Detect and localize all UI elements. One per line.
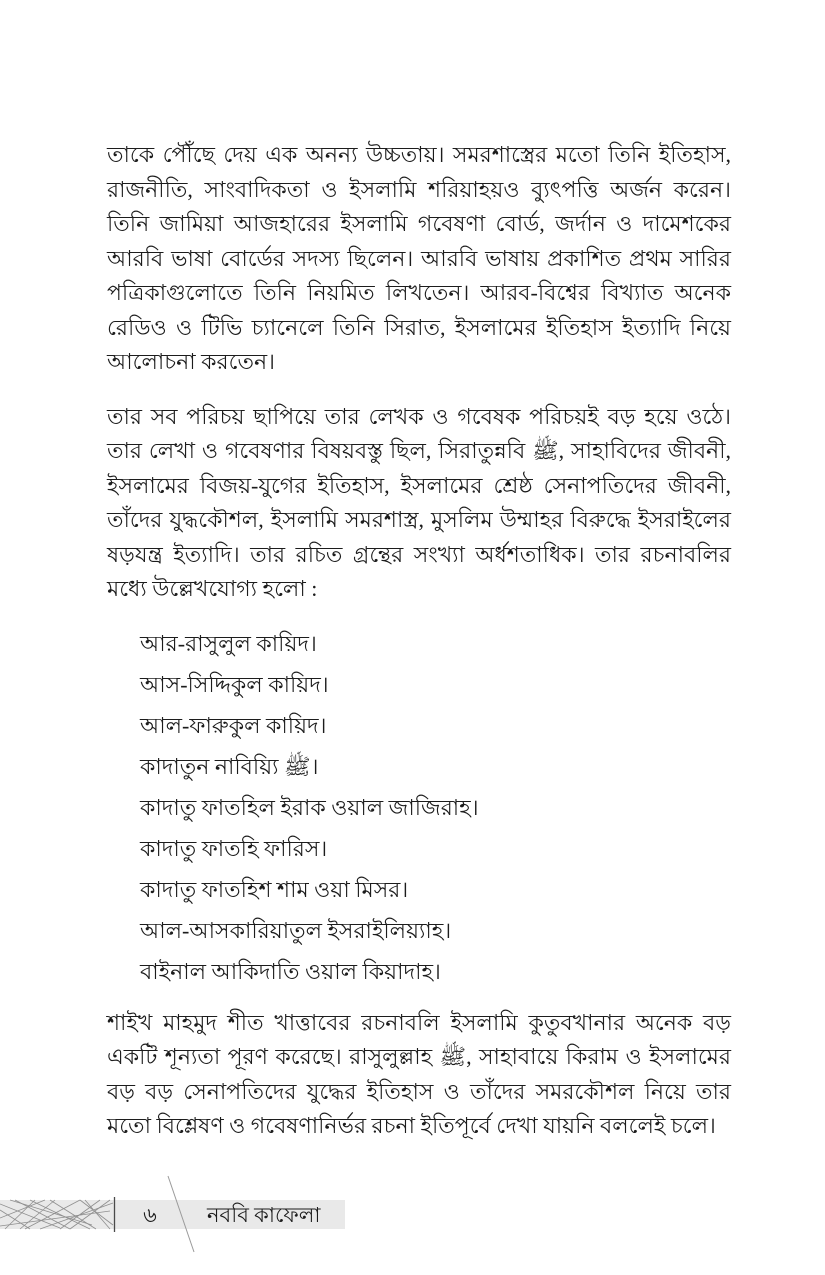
list-item: কাদাতু ফাতহি ফারিস। <box>140 835 328 861</box>
page-number: ৬ <box>143 1203 157 1227</box>
list-item: আর-রাসুলুল কায়িদ। <box>140 630 317 656</box>
book-title: নববি কাফেলা <box>207 1203 321 1227</box>
list-item: আল-আসকারিয়াতুল ইসরাইলিয়্যাহ। <box>140 917 452 943</box>
paragraph-3: শাইখ মাহমুদ শীত খাত্তাবের রচনাবলি ইসলামি কুতুবখানার অনেক বড় একটি শূন্যতা পূরণ করেছে। রাসুলুল্লাহ ﷺ, সাহাবায়ে কিরাম ও ইসলামের বড় বড় সেনাপতিদের যুদ্ধের ইতিহাস ও তাঁদের সমরকৌশল নিয়ে তার মতো বিশ্লেষণ ও গবেষণানির্ভর রচনা ইতিপূর্বে দেখা যায়নি বললেই চলে। <box>107 1009 731 1138</box>
list-item: কাদাতু ফাতহিল ইরাক ওয়াল জাজিরাহ। <box>140 794 479 820</box>
book-title-list <box>107 631 731 984</box>
list-item: আল-ফারুকুল কায়িদ। <box>140 712 327 738</box>
list-item: কাদাতু ফাতহিশ শাম ওয়া মিসর। <box>140 876 409 902</box>
list-item: বাইনাল আকিদাতি ওয়াল কিয়াদাহ। <box>140 958 441 984</box>
paragraph-2: তার সব পরিচয় ছাপিয়ে তার লেখক ও গবেষক পরিচয়ই বড় হয়ে ওঠে। তার লেখা ও গবেষণার বিষয়বস্তু ছিল, সিরাতুন্নবি ﷺ, সাহাবিদের জীবনী, ইসলামের বিজয়-যুগের ইতিহাস, ইসলামের শ্রেষ্ঠ সেনাপতিদের জীবনী, তাঁদের যুদ্ধকৌশল, ইসলামি সমরশাস্ত্র, মুসলিম উম্মাহর বিরুদ্ধে ইসরাইলের ষড়যন্ত্র ইত্যাদি। তার রচিত গ্রন্থের সংখ্যা অর্ধশতাধিক। তার রচনাবলির মধ্যে উল্লেখযোগ্য হলো : <box>107 403 731 601</box>
list-item: আস-সিদ্দিকুল কায়িদ। <box>140 671 329 697</box>
paragraph-1: তাকে পৌঁছে দেয় এক অনন্য উচ্চতায়। সমরশাস্ত্রের মতো তিনি ইতিহাস, রাজনীতি, সাংবাদিকতা ও ইসলামি শরিয়াহয়ও ব্যুৎপত্তি অর্জন করেন। তিনি জামিয়া আজহারের ইসলামি গবেষণা বোর্ড, জর্দান ও দামেশকের আরবি ভাষা বোর্ডের সদস্য ছিলেন। আরবি ভাষায় প্রকাশিত প্রথম সারির পত্রিকাগুলোতে তিনি নিয়মিত লিখতেন। আরব-বিশ্বের বিখ্যাত অনেক রেডিও ও টিভি চ্যানেলে তিনি সিরাত, ইসলামের ইতিহাস ইত্যাদি নিয়ে আলোচনা করতেন। <box>107 142 731 374</box>
page-body-text <box>107 138 731 1144</box>
list-item: কাদাতুন নাবিয়্যি ﷺ। <box>140 753 319 779</box>
